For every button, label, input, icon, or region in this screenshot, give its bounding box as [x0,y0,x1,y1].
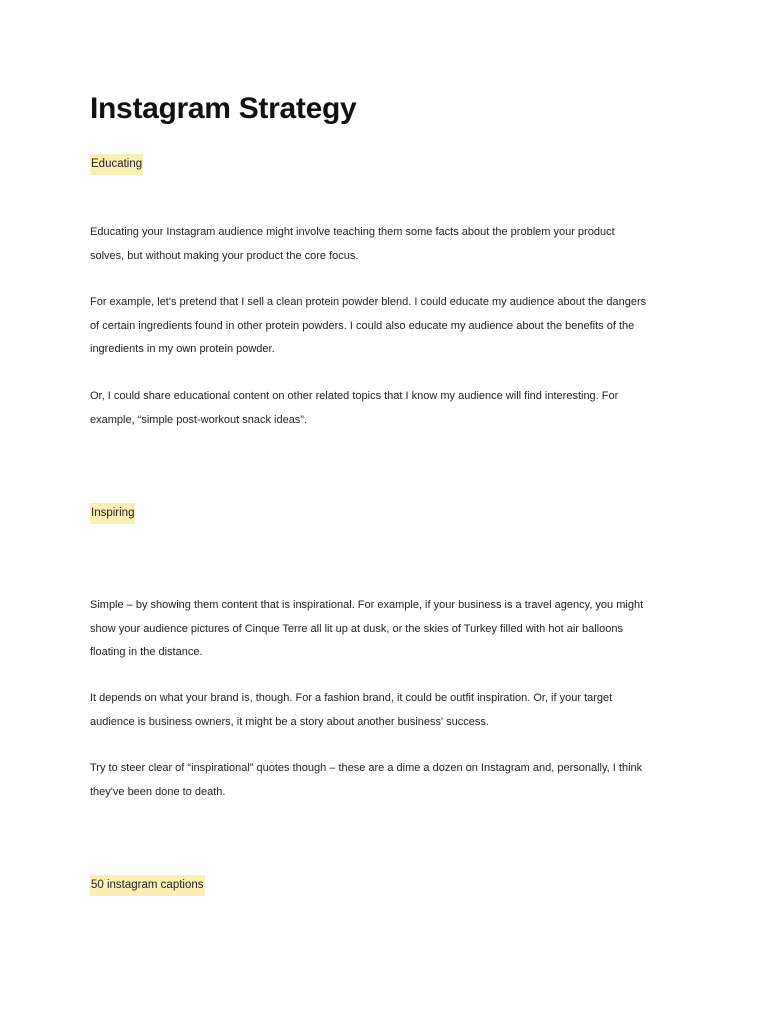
paragraph [90,594,650,665]
paragraph [90,757,650,804]
paragraph [90,221,650,268]
paragraph [90,291,650,362]
section-heading-educating: Educating [90,154,143,175]
text-line: show your audience pictures of Cinque Terre all lit up at dusk, or the skies of Turkey filled with hot air balloons [90,622,623,635]
text-line: solves, but without making your product the core focus. [90,249,359,262]
text-line: Try to steer clear of “inspirational” quotes though – these are a dime a dozen on Instagram and, personally, I think [90,762,643,774]
text-line: It depends on what your brand is, though. For a fashion brand, it could be outfit inspiration. Or, if your target [90,692,613,704]
text-line: Simple – by showing them content that is inspirational. For example, if your business is a travel agency, you might [90,599,644,611]
text-line: floating in the distance. [90,646,203,658]
text-line: example, “simple post-workout snack ideas”. [90,413,308,426]
text-line: For example, let's pretend that I sell a clean protein powder blend. I could educate my audience about the dangers [90,296,647,308]
text-line: Or, I could share educational content on other related topics that I know my audience will find interesting. For [90,390,619,402]
text-line: audience is business owners, it might be a story about another business' success. [90,715,489,728]
paragraph [90,687,650,734]
text-line: of certain ingredients found in other protein powders. I could also educate my audience about the benefits of the [90,319,635,332]
section-heading-inspiring: Inspiring [90,503,135,524]
text-line: they've been done to death. [90,785,226,798]
paragraph [90,385,650,432]
text-line: Educating your Instagram audience might involve teaching them some facts about the problem your product [90,226,615,238]
text-line: ingredients in my own protein powder. [90,343,275,355]
page-title: Instagram Strategy [90,92,357,125]
section-heading-50-instagram-captions: 50 instagram captions [90,875,205,896]
